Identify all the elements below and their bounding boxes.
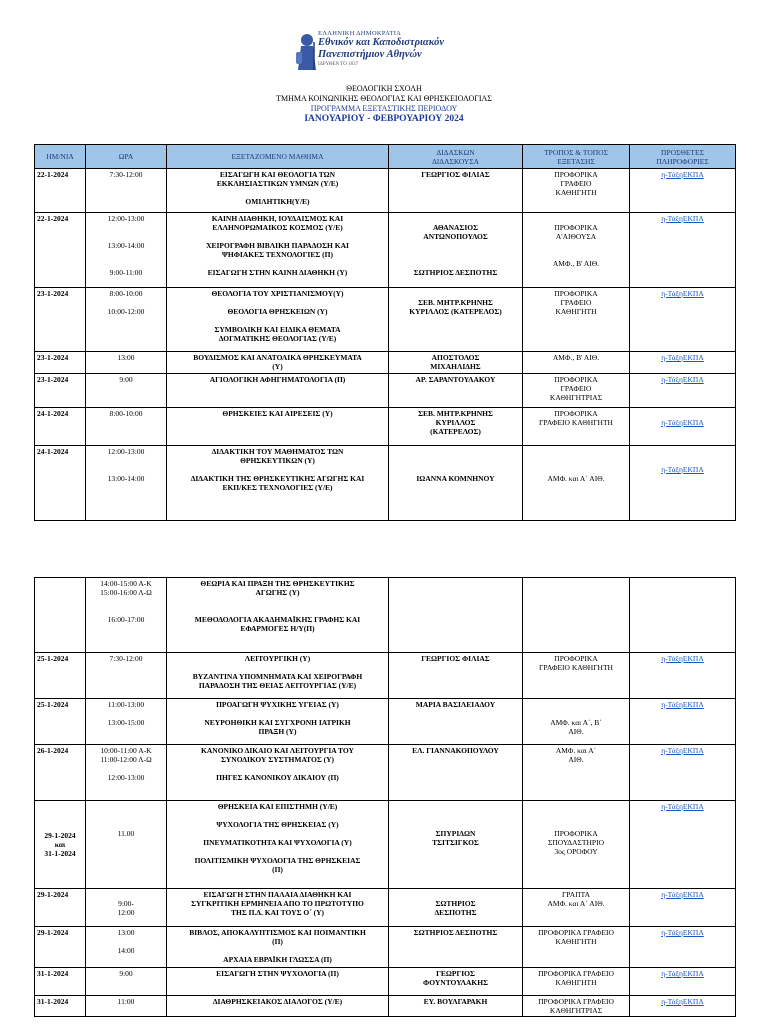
cell-line: ΑΓΩΓΗΣ (Υ) — [255, 588, 300, 597]
etaxi-link[interactable]: η-ΤάξηΕΚΠΑ — [661, 969, 704, 978]
table-row — [35, 927, 736, 968]
instructor-cell — [389, 745, 523, 801]
time-cell — [86, 699, 167, 745]
column-header-time: ΩΡΑ — [86, 145, 167, 169]
cell-line: ΘΕΟΛΟΓΙΑ ΤΟΥ ΧΡΙΣΤΙΑΝΙΣΜΟΥ(Υ) — [211, 289, 344, 298]
cell-line: 9:00- — [118, 899, 134, 908]
table-row — [35, 213, 736, 288]
department-name: ΤΜΗΜΑ ΚΟΙΝΩΝΙΚΗΣ ΘΕΟΛΟΓΙΑΣ ΚΑΙ ΘΡΗΣΚΕΙΟΛΟΓΙΑΣ — [276, 94, 492, 103]
exam-mode-cell — [523, 801, 630, 889]
exam-mode-cell — [523, 699, 630, 745]
time-cell — [86, 927, 167, 968]
table-row — [35, 446, 736, 521]
time-cell — [86, 578, 167, 653]
exam-mode-cell — [523, 653, 630, 699]
info-cell — [630, 408, 736, 446]
cell-line: ΚΑΘΗΓΗΤΗ — [555, 937, 597, 946]
instructor-cell — [389, 374, 523, 408]
time-cell — [86, 996, 167, 1017]
info-cell — [630, 169, 736, 213]
date-cell: 31-1-2024 — [35, 996, 86, 1017]
cell-line: ΕΙΣΑΓΩΓΗ ΣΤΗΝ ΚΑΙΝΗ ΔΙΑΘΗΚΗ (Υ) — [207, 268, 348, 277]
cell-line: ΚΑΘΗΓΗΤΡΙΑΣ — [549, 393, 603, 402]
cell-line: ΑΙΘ. — [568, 755, 584, 764]
cell-line: ΙΩΑΝΝΑ ΚΟΜΝΗΝΟΥ — [416, 474, 495, 483]
cell-line: 8:00-10:00 — [109, 289, 143, 298]
table-row — [35, 745, 736, 801]
exam-mode-cell — [523, 408, 630, 446]
exam-mode-cell — [523, 374, 630, 408]
cell-line: ΕΛΛΗΝΟΡΩΜΑΙΚΟΣ ΚΟΣΜΟΣ (Υ/Ε) — [212, 223, 343, 232]
etaxi-link[interactable]: η-ΤάξηΕΚΠΑ — [661, 700, 704, 709]
cell-line: ΣΩΤΗΡΙΟΣ — [435, 899, 476, 908]
course-cell — [167, 801, 389, 889]
table-row — [35, 288, 736, 352]
athena-seal-icon — [294, 32, 320, 72]
cell-line: ΕΙΣΑΓΩΓΗ ΚΑΙ ΘΕΟΛΟΓΙΑ ΤΩΝ — [219, 170, 336, 179]
date-cell: 29-1-2024 και 31-1-2024 — [35, 801, 86, 889]
time-cell — [86, 169, 167, 213]
university-logo-text — [318, 30, 478, 67]
info-cell — [630, 889, 736, 927]
etaxi-link[interactable]: η-ΤάξηΕΚΠΑ — [661, 928, 704, 937]
date-cell: 23-1-2024 — [35, 352, 86, 374]
instructor-cell — [389, 927, 523, 968]
etaxi-link[interactable]: η-ΤάξηΕΚΠΑ — [661, 890, 704, 899]
time-cell — [86, 288, 167, 352]
exam-schedule-table-page2 — [34, 577, 736, 1017]
cell-line: ΑΜΦ. και Α΄ ΑΙΘ. — [547, 899, 605, 908]
cell-line: ΓΕΩΡΓΙΟΣ ΦΙΛΙΑΣ — [421, 654, 490, 663]
program-title: ΠΡΟΓΡΑΜΜΑ ΕΞΕΤΑΣΤΙΚΗΣ ΠΕΡΙΟΔΟΥ — [310, 104, 458, 113]
cell-line: ΘΡΗΣΚΕΙΑ ΚΑΙ ΕΠΙΣΤΗΜΗ (Υ/Ε) — [217, 802, 338, 811]
cell-line: ΚΑΘΗΓΗΤΗ — [555, 307, 597, 316]
cell-line: ΓΡΑΦΕΙΟ ΚΑΘΗΓΗΤΗ — [539, 418, 613, 427]
cell-line: ΑΜΦ., Β' ΑΙΘ. — [552, 353, 600, 362]
etaxi-link[interactable]: η-ΤάξηΕΚΠΑ — [661, 289, 704, 298]
date-cell: 22-1-2024 — [35, 213, 86, 288]
cell-line: ΔΙΑΘΡΗΣΚΕΙΑΚΟΣ ΔΙΑΛΟΓΟΣ (Υ/Ε) — [212, 997, 343, 1006]
exam-mode-cell — [523, 213, 630, 288]
time-cell — [86, 968, 167, 996]
cell-line: 13:00-14:00 — [107, 474, 145, 483]
cell-line: ΑΙΘ. — [568, 727, 584, 736]
info-cell — [630, 653, 736, 699]
cell-line: ΑΜΦ. και Α΄ ΑΙΘ. — [547, 474, 605, 483]
cell-line: ΜΑΡΙΑ ΒΑΣΙΛΕΙΑΔΟΥ — [415, 700, 496, 709]
info-cell — [630, 288, 736, 352]
cell-line: ΠΡΟΦΟΡΙΚΑ — [554, 375, 598, 384]
time-cell — [86, 801, 167, 889]
table-row — [35, 408, 736, 446]
cell-line: ΣΠΥΡΙΔΩΝ — [435, 829, 476, 838]
cell-line: ΔΕΣΠΟΤΗΣ — [434, 908, 477, 917]
date-cell: 23-1-2024 — [35, 374, 86, 408]
period-title: ΙΑΝΟΥΑΡΙΟΥ - ΦΕΒΡΟΥΑΡΙΟΥ 2024 — [304, 114, 464, 124]
date-cell: 29-1-2024 — [35, 927, 86, 968]
cell-line: ΔΙΔΑΚΤΙΚΗ ΤΟΥ ΜΑΘΗΜΑΤΟΣ ΤΩΝ — [211, 447, 344, 456]
date-cell: 31-1-2024 — [35, 968, 86, 996]
cell-line: ΣΕΒ. ΜΗΤΡ.ΚΡΗΝΗΣ — [418, 409, 493, 418]
instructor-cell — [389, 699, 523, 745]
table-row — [35, 699, 736, 745]
cell-line: ΚΑΘΗΓΗΤΗ — [555, 978, 597, 987]
cell-line: ΒΙΒΛΟΣ, ΑΠΟΚΑΛΥΠΤΙΣΜΟΣ ΚΑΙ ΠΟΙΜΑΝΤΙΚΗ — [189, 928, 366, 937]
cell-line: ΠΟΛΙΤΙΣΜΙΚΗ ΨΥΧΟΛΟΓΙΑ ΤΗΣ ΘΡΗΣΚΕΙΑΣ — [194, 856, 361, 865]
cell-line: ΓΡΑΠΤΑ — [561, 890, 591, 899]
instructor-cell — [389, 169, 523, 213]
date-cell: 23-1-2024 — [35, 288, 86, 352]
info-cell — [630, 745, 736, 801]
etaxi-link[interactable]: η-ΤάξηΕΚΠΑ — [661, 654, 704, 663]
instructor-cell — [389, 801, 523, 889]
course-cell — [167, 446, 389, 521]
etaxi-link[interactable]: η-ΤάξηΕΚΠΑ — [661, 353, 704, 362]
cell-line: ΓΡΑΦΕΙΟ — [560, 179, 592, 188]
etaxi-link[interactable]: η-ΤάξηΕΚΠΑ — [661, 746, 704, 755]
cell-line: 11:00-13:00 — [107, 700, 145, 709]
cell-line: ΚΑΘΗΓΗΤΡΙΑΣ — [549, 1006, 603, 1015]
date-cell: 29-1-2024 — [35, 889, 86, 927]
cell-line: 12:00-13:00 — [107, 214, 145, 223]
cell-line: 13:00-14:00 — [107, 241, 145, 250]
cell-line: 3ος ΟΡΟΦΟΥ — [554, 847, 598, 856]
university-name-line2: Πανεπιστήμιον Αθηνών — [318, 49, 422, 60]
cell-line: ΠΡΟΦΟΡΙΚΑ — [554, 654, 598, 663]
instructor-cell — [389, 288, 523, 352]
university-logo — [294, 30, 474, 80]
cell-line: 11.00 — [117, 829, 135, 838]
cell-line: ΕΦΑΡΜΟΓΕΣ Η/Υ(Π) — [240, 624, 315, 633]
exam-mode-cell — [523, 352, 630, 374]
cell-line: ΘΡΗΣΚΕΙΕΣ ΚΑΙ ΑΙΡΕΣΕΙΣ (Υ) — [222, 409, 333, 418]
cell-line: 11:00-12:00 Λ-Ω — [100, 755, 152, 764]
exam-mode-cell — [523, 996, 630, 1017]
etaxi-link[interactable]: η-ΤάξηΕΚΠΑ — [661, 465, 704, 474]
table-header-row — [35, 145, 736, 169]
date-cell: 25-1-2024 — [35, 653, 86, 699]
course-cell — [167, 374, 389, 408]
cell-line: 10:00-12:00 — [107, 307, 145, 316]
cell-line: ΑΜΦ., Β' ΑΙΘ. — [552, 259, 600, 268]
table-row — [35, 578, 736, 653]
cell-line: ΜΕΘΟΔΟΛΟΓΙΑ ΑΚΑΔΗΜΑΪΚΗΣ ΓΡΑΦΗΣ ΚΑΙ — [194, 615, 361, 624]
instructor-cell — [389, 213, 523, 288]
cell-line: 10:00-11:00 Α-Κ — [100, 746, 152, 755]
cell-line: ΑΓΙΟΛΟΓΙΚΗ ΑΦΗΓΗΜΑΤΟΛΟΓΙΑ (Π) — [209, 375, 346, 384]
info-cell — [630, 927, 736, 968]
cell-line: 7:30-12:00 — [109, 170, 143, 179]
university-name-line1: Εθνικόν και Καποδιστριακόν — [318, 37, 444, 48]
cell-line: ΠΡΟΑΓΩΓΗ ΨΥΧΙΚΗΣ ΥΓΕΙΑΣ (Υ) — [216, 700, 339, 709]
cell-line: 14:00 — [117, 946, 135, 955]
cell-line: 14:00-15:00 Α-Κ — [100, 579, 152, 588]
etaxi-link[interactable]: η-ΤάξηΕΚΠΑ — [661, 170, 704, 179]
cell-line: ΑΡ. ΣΑΡΑΝΤΟΥΛΑΚΟΥ — [415, 375, 496, 384]
cell-line: ΔΟΓΜΑΤΙΚΗΣ ΘΕΟΛΟΓΙΑΣ (Υ/Ε) — [218, 334, 337, 343]
cell-line: ΓΕΩΡΓΙΟΣ — [436, 969, 475, 978]
course-cell — [167, 927, 389, 968]
column-header-instructor: ΔΙΔΑΣΚΩΝ ΔΙΔΑΣΚΟΥΣΑ — [389, 145, 523, 169]
cell-line: ΑΜΦ. και Α΄, Β΄ — [550, 718, 602, 727]
info-cell — [630, 374, 736, 408]
cell-line: ΠΡΟΦΟΡΙΚΑ — [554, 829, 598, 838]
date-cell: 25-1-2024 — [35, 699, 86, 745]
cell-line: ΠΑΡΑΔΟΣΗ ΤΗΣ ΘΕΙΑΣ ΛΕΙΤΟΥΡΓΙΑΣ (Υ/Ε) — [198, 681, 357, 690]
instructor-cell — [389, 408, 523, 446]
cell-line: ΑΜΦ. και Α΄ — [555, 746, 597, 755]
cell-line: ΤΣΙΤΣΙΓΚΟΣ — [432, 838, 479, 847]
cell-line: ΚΑΘΗΓΗΤΗ — [555, 188, 597, 197]
etaxi-link[interactable]: η-ΤάξηΕΚΠΑ — [661, 375, 704, 384]
cell-line: ΕΛ. ΓΙΑΝΝΑΚΟΠΟΥΛΟΥ — [412, 746, 499, 755]
cell-line: ΠΡΟΦΟΡΙΚΑ — [554, 223, 598, 232]
cell-line: ΕΚΚΛΗΣΙΑΣΤΙΚΩΝ ΥΜΝΩΝ (Υ/Ε) — [216, 179, 339, 188]
cell-line: ΠΗΓΕΣ ΚΑΝΟΝΙΚΟΥ ΔΙΚΑΙΟΥ (Π) — [216, 773, 339, 782]
cell-line: ΣΩΤΗΡΙΟΣ ΔΕΣΠΟΤΗΣ — [413, 268, 498, 277]
course-cell — [167, 889, 389, 927]
instructor-cell — [389, 653, 523, 699]
column-header-info: ΠΡΟΣΘΕΤΕΣ ΠΛΗΡΟΦΟΡΙΕΣ — [630, 145, 736, 169]
info-cell — [630, 446, 736, 521]
info-cell — [630, 578, 736, 653]
cell-line: ΣΩΤΗΡΙΟΣ ΔΕΣΠΟΤΗΣ — [413, 928, 498, 937]
school-name: ΘΕΟΛΟΓΙΚΗ ΣΧΟΛΗ — [346, 84, 422, 93]
etaxi-link[interactable]: η-ΤάξηΕΚΠΑ — [661, 997, 704, 1006]
cell-line: ΦΟΥΝΤΟΥΛΑΚΗΣ — [423, 978, 488, 987]
cell-line: ΠΡΟΦΟΡΙΚΑ — [554, 409, 598, 418]
etaxi-link[interactable]: η-ΤάξηΕΚΠΑ — [661, 214, 704, 223]
info-cell — [630, 996, 736, 1017]
course-cell — [167, 996, 389, 1017]
cell-line: ΚΥΡΙΛΛΟΣ (ΚΑΤΕΡΕΛΟΣ) — [409, 307, 502, 316]
table-row — [35, 801, 736, 889]
cell-line: 13:00 — [117, 928, 135, 937]
cell-line: ΠΡΟΦΟΡΙΚΑ ΓΡΑΦΕΙΟ — [538, 928, 614, 937]
course-cell — [167, 352, 389, 374]
column-header-date: ΗΜ/ΝΙΑ — [35, 145, 86, 169]
info-cell — [630, 801, 736, 889]
cell-line: ΚΑΙΝΗ ΔΙΑΘΗΚΗ, ΙΟΥΔΑΙΣΜΟΣ ΚΑΙ — [211, 214, 344, 223]
exam-mode-cell — [523, 578, 630, 653]
etaxi-link[interactable]: η-ΤάξηΕΚΠΑ — [661, 418, 704, 427]
etaxi-link[interactable]: η-ΤάξηΕΚΠΑ — [661, 802, 704, 811]
cell-line: ΓΡΑΦΕΙΟ — [560, 298, 592, 307]
cell-line: ΑΠΟΣΤΟΛΟΣ — [431, 353, 480, 362]
cell-line: ΛΕΙΤΟΥΡΓΙΚΗ (Υ) — [244, 654, 311, 663]
cell-line: ΒΟΥΔΙΣΜΟΣ ΚΑΙ ΑΝΑΤΟΛΙΚΑ ΘΡΗΣΚΕΥΜΑΤΑ — [193, 353, 362, 362]
exam-mode-cell — [523, 446, 630, 521]
time-cell — [86, 446, 167, 521]
exam-mode-cell — [523, 745, 630, 801]
cell-line: 9:00 — [119, 969, 133, 978]
course-cell — [167, 288, 389, 352]
cell-line: ΓΕΩΡΓΙΟΣ ΦΙΛΙΑΣ — [421, 170, 490, 179]
date-cell: 24-1-2024 — [35, 446, 86, 521]
cell-line: ΣΥΝΟΔΙΚΟΥ ΣΥΣΤΗΜΑΤΟΣ (Υ) — [220, 755, 335, 764]
cell-line: ΠΡΟΦΟΡΙΚΑ ΓΡΑΦΕΙΟ — [538, 997, 614, 1006]
cell-line: ΠΝΕΥΜΑΤΙΚΟΤΗΤΑ ΚΑΙ ΨΥΧΟΛΟΓΙΑ (Υ) — [203, 838, 352, 847]
course-cell — [167, 699, 389, 745]
cell-line: ΒΥΖΑΝΤΙΝΑ ΥΠΟΜΝΗΜΑΤΑ ΚΑΙ ΧΕΙΡΟΓΡΑΦΗ — [192, 672, 363, 681]
exam-mode-cell — [523, 889, 630, 927]
cell-line: (ΚΑΤΕΡΕΛΟΣ) — [430, 427, 481, 436]
cell-line: 9:00-11:00 — [109, 268, 143, 277]
cell-line: ΨΥΧΟΛΟΓΙΑ ΤΗΣ ΘΡΗΣΚΕΙΑΣ (Υ) — [216, 820, 339, 829]
time-cell — [86, 889, 167, 927]
time-cell — [86, 745, 167, 801]
cell-line: ΟΜΙΛΗΤΙΚΗ(Υ/Ε) — [245, 197, 310, 206]
course-cell — [167, 968, 389, 996]
date-cell: 22-1-2024 — [35, 169, 86, 213]
date-cell: 26-1-2024 — [35, 745, 86, 801]
exam-mode-cell — [523, 169, 630, 213]
table-row — [35, 996, 736, 1017]
cell-line: 9:00 — [119, 375, 133, 384]
cell-line: 13:00 — [117, 353, 135, 362]
republic-label: ΕΛΛΗΝΙΚΗ ΔΗΜΟΚΡΑΤΙΑ — [318, 30, 402, 37]
table-row — [35, 968, 736, 996]
cell-line: ΣΠΟΥΔΑΣΤΗΡΙΟ — [548, 838, 604, 847]
exam-mode-cell — [523, 968, 630, 996]
cell-line: 15:00-16:00 Λ-Ω — [100, 588, 152, 597]
course-cell — [167, 169, 389, 213]
cell-line: 11:00 — [117, 997, 135, 1006]
exam-mode-cell — [523, 288, 630, 352]
column-header-exam-mode: ΤΡΟΠΟΣ & ΤΟΠΟΣ ΕΞΕΤΑΣΗΣ — [523, 145, 630, 169]
table-row — [35, 889, 736, 927]
cell-line: ΘΕΟΛΟΓΙΑ ΘΡΗΣΚΕΙΩΝ (Υ) — [227, 307, 328, 316]
cell-line: (Π) — [272, 865, 283, 874]
info-cell — [630, 352, 736, 374]
cell-line: ΚΑΝΟΝΙΚΟ ΔΙΚΑΙΟ ΚΑΙ ΛΕΙΤΟΥΡΓΙΑ ΤΟΥ — [201, 746, 354, 755]
time-cell — [86, 653, 167, 699]
time-cell — [86, 213, 167, 288]
cell-line: ΠΡΟΦΟΡΙΚΑ — [554, 289, 598, 298]
exam-mode-cell — [523, 927, 630, 968]
cell-line: ΑΝΤΩΝΟΠΟΥΛΟΣ — [423, 232, 488, 241]
column-header-course: ΕΞΕΤΑΖΟΜΕΝΟ ΜΑΘΗΜΑ — [167, 145, 389, 169]
cell-line: 12:00-13:00 — [107, 773, 145, 782]
cell-line: 16:00-17:00 — [107, 615, 145, 624]
instructor-cell — [389, 578, 523, 653]
cell-line: 12:00-13:00 — [107, 447, 145, 456]
date-cell — [35, 578, 86, 653]
cell-line: ΤΗΣ Π.Δ. ΚΑΙ ΤΟΥΣ Ο΄ (Υ) — [230, 908, 324, 917]
cell-line: ΕΚΠ/ΚΕΣ ΤΕΧΝΟΛΟΓΙΕΣ (Υ/Ε) — [222, 483, 333, 492]
cell-line: 13:00-15:00 — [107, 718, 145, 727]
info-cell — [630, 699, 736, 745]
cell-line: ΑΡΧΑΙΑ ΕΒΡΑΪΚΗ ΓΛΩΣΣΑ (Π) — [223, 955, 332, 964]
date-cell: 24-1-2024 — [35, 408, 86, 446]
course-cell — [167, 578, 389, 653]
cell-line: ΓΡΑΦΕΙΟ ΚΑΘΗΓΗΤΗ — [539, 663, 613, 672]
cell-line: ΕΙΣΑΓΩΓΗ ΣΤΗΝ ΨΥΧΟΛΟΓΙΑ (Π) — [216, 969, 339, 978]
cell-line: (Π) — [272, 937, 283, 946]
time-cell — [86, 374, 167, 408]
cell-line: ΠΡΟΦΟΡΙΚΑ — [554, 170, 598, 179]
table-row — [35, 374, 736, 408]
instructor-cell — [389, 968, 523, 996]
instructor-cell — [389, 352, 523, 374]
time-cell — [86, 408, 167, 446]
cell-line: ΣΥΜΒΟΛΙΚΗ ΚΑΙ ΕΙΔΙΚΑ ΘΕΜΑΤΑ — [214, 325, 341, 334]
cell-line: (Υ) — [272, 362, 283, 371]
cell-line: ΔΙΔΑΚΤΙΚΗ ΤΗΣ ΘΡΗΣΚΕΥΤΙΚΗΣ ΑΓΩΓΗΣ ΚΑΙ — [190, 474, 365, 483]
table-row — [35, 653, 736, 699]
cell-line: 7:30-12:00 — [109, 654, 143, 663]
cell-line: ΜΙΧΑΗΛΙΔΗΣ — [430, 362, 481, 371]
cell-line: ΓΡΑΦΕΙΟ — [560, 384, 592, 393]
cell-line: ΧΕΙΡΟΓΡΑΦΗ ΒΙΒΛΙΚΗ ΠΑΡΑΔΟΣΗ ΚΑΙ — [206, 241, 349, 250]
cell-line: 8:00-10:00 — [109, 409, 143, 418]
cell-line: ΠΡΑΞΗ (Υ) — [258, 727, 297, 736]
time-cell — [86, 352, 167, 374]
cell-line: ΘΡΗΣΚΕΥΤΙΚΩΝ (Υ) — [240, 456, 315, 465]
table-row — [35, 169, 736, 213]
cell-line: ΠΡΟΦΟΡΙΚΑ ΓΡΑΦΕΙΟ — [538, 969, 614, 978]
founded-label: ΙΔΡΥΘΕΝ ΤΟ 1837 — [318, 62, 359, 67]
info-cell — [630, 968, 736, 996]
instructor-cell — [389, 996, 523, 1017]
cell-line: ΝΕΥΡΟΗΘΙΚΗ ΚΑΙ ΣΥΓΧΡΟΝΗ ΙΑΤΡΙΚΗ — [204, 718, 351, 727]
exam-schedule-table-page1 — [34, 144, 736, 521]
cell-line: ΚΥΡΙΛΛΟΣ — [435, 418, 476, 427]
cell-line: ΑΘΑΝΑΣΙΟΣ — [432, 223, 479, 232]
cell-line: ΣΥΓΚΡΙΤΙΚΗ ΕΡΜΗΝΕΙΑ ΑΠΟ ΤΟ ΠΡΩΤΟΤΥΠΟ — [191, 899, 364, 908]
instructor-cell — [389, 889, 523, 927]
info-cell — [630, 213, 736, 288]
cell-line: ΘΕΩΡΙΑ ΚΑΙ ΠΡΑΞΗ ΤΗΣ ΘΡΗΣΚΕΥΤΙΚΗΣ — [200, 579, 355, 588]
cell-line: ΨΗΦΙΑΚΕΣ ΤΕΧΝΟΛΟΓΙΕΣ (Π) — [222, 250, 333, 259]
cell-line: 12:00 — [117, 908, 135, 917]
course-cell — [167, 213, 389, 288]
course-cell — [167, 653, 389, 699]
course-cell — [167, 408, 389, 446]
instructor-cell — [389, 446, 523, 521]
table-row — [35, 352, 736, 374]
document-header — [0, 30, 768, 124]
course-cell — [167, 745, 389, 801]
cell-line: Α'ΑΙΘΟΥΣΑ — [555, 232, 597, 241]
cell-line: ΕΙΣΑΓΩΓΗ ΣΤΗΝ ΠΑΛΑΙΑ ΔΙΑΘΗΚΗ ΚΑΙ — [203, 890, 352, 899]
cell-line: ΣΕΒ. ΜΗΤΡ.ΚΡΗΝΗΣ — [418, 298, 493, 307]
cell-line: ΕΥ. ΒΟΥΛΓΑΡΑΚΗ — [423, 997, 488, 1006]
